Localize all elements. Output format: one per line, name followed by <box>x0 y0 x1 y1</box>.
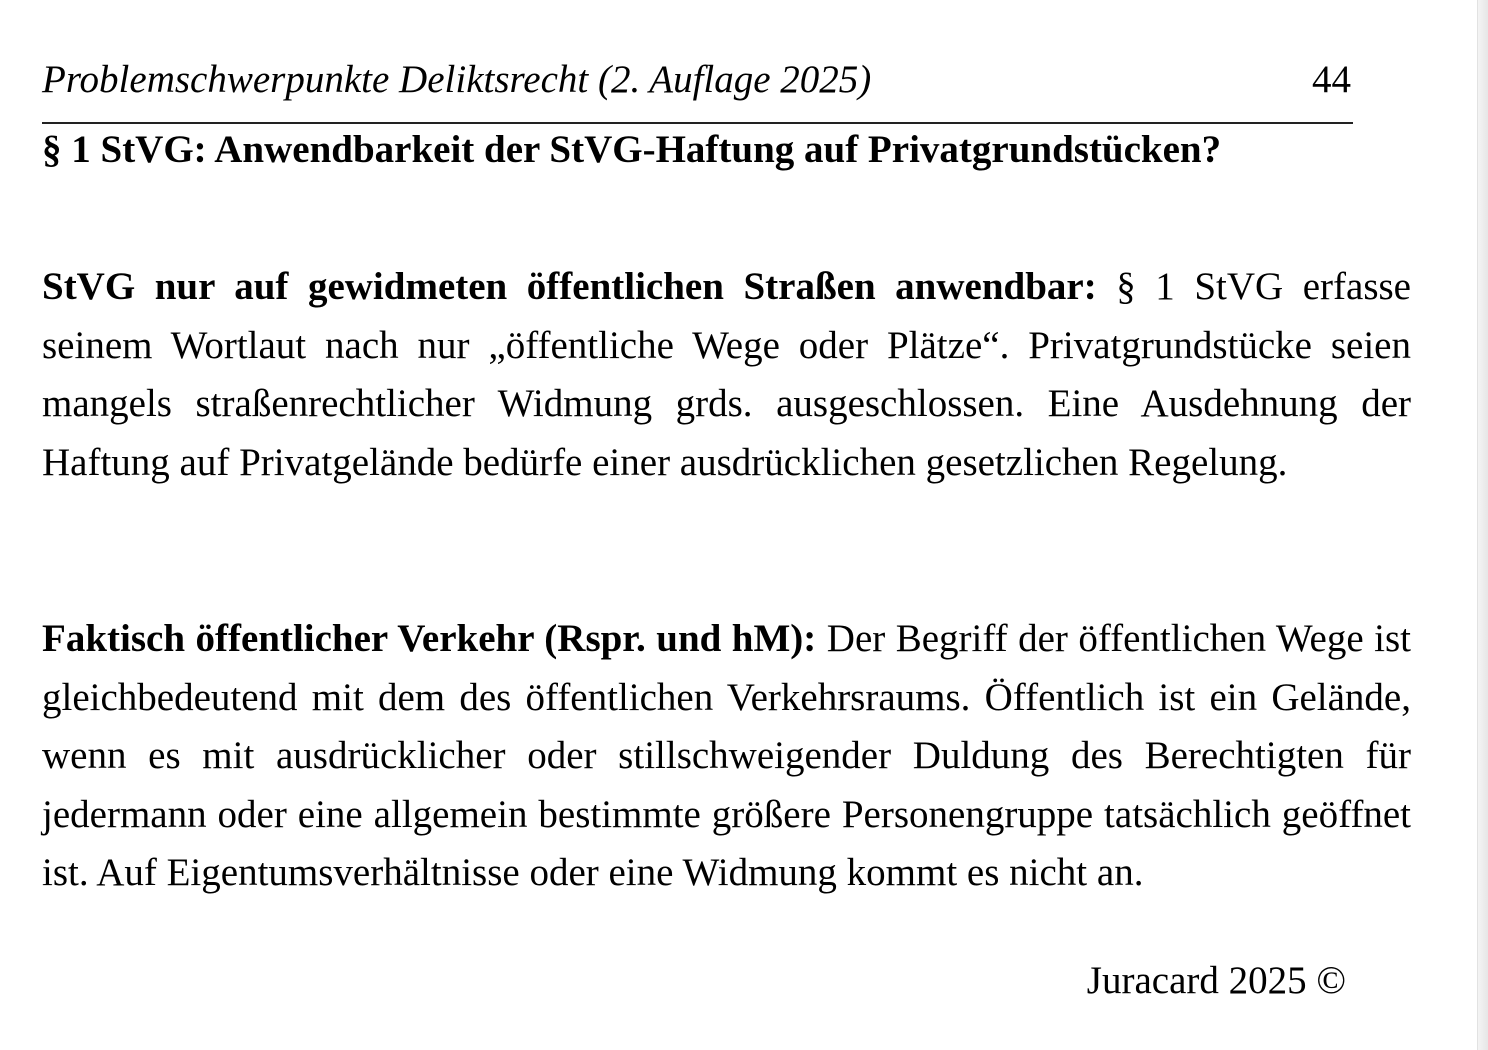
book-title: Problemschwerpunkte Deliktsrecht (2. Auflage 2025) <box>42 58 872 101</box>
copyright-notice: Juracard 2025 © <box>1086 959 1346 1002</box>
paragraph-text: § 1 StVG erfasse seinem Wortlaut nach nur „öffentliche Wege oder Plätze“. Privatgrundstücke seien mangels straßenrechtlicher Widmung grds. ausgeschlossen. Eine Ausdehnung der Haftung auf Privatgelände bedürfe einer ausdrücklichen gesetzlichen Regelung. <box>42 265 1411 484</box>
paragraph-heading: Faktisch öffentlicher Verkehr (Rspr. und hM): <box>42 617 817 660</box>
page-edge <box>1477 0 1488 1050</box>
paragraph-widmung <box>42 258 1411 492</box>
page-number: 44 <box>1312 58 1351 101</box>
paragraph-heading: StVG nur auf gewidmeten öffentlichen Straßen anwendbar: <box>42 265 1097 308</box>
page-header <box>42 52 1353 124</box>
paragraph-faktisch-oeffentlich <box>42 610 1411 903</box>
section-title: § 1 StVG: Anwendbarkeit der StVG-Haftung auf Privatgrundstücken? <box>42 128 1222 171</box>
paragraph-text: Der Begriff der öffentlichen Wege ist gleichbedeutend mit dem des öffentlichen Verkehrsraums. Öffentlich ist ein Gelände, wenn es mit ausdrücklicher oder stillschweigender Duldung des Berechtigten für jedermann oder eine allgemein bestimmte größere Personengruppe tatsächlich geöffnet ist. Auf Eigentumsverhältnisse oder eine Widmung kommt es nicht an. <box>42 617 1411 894</box>
